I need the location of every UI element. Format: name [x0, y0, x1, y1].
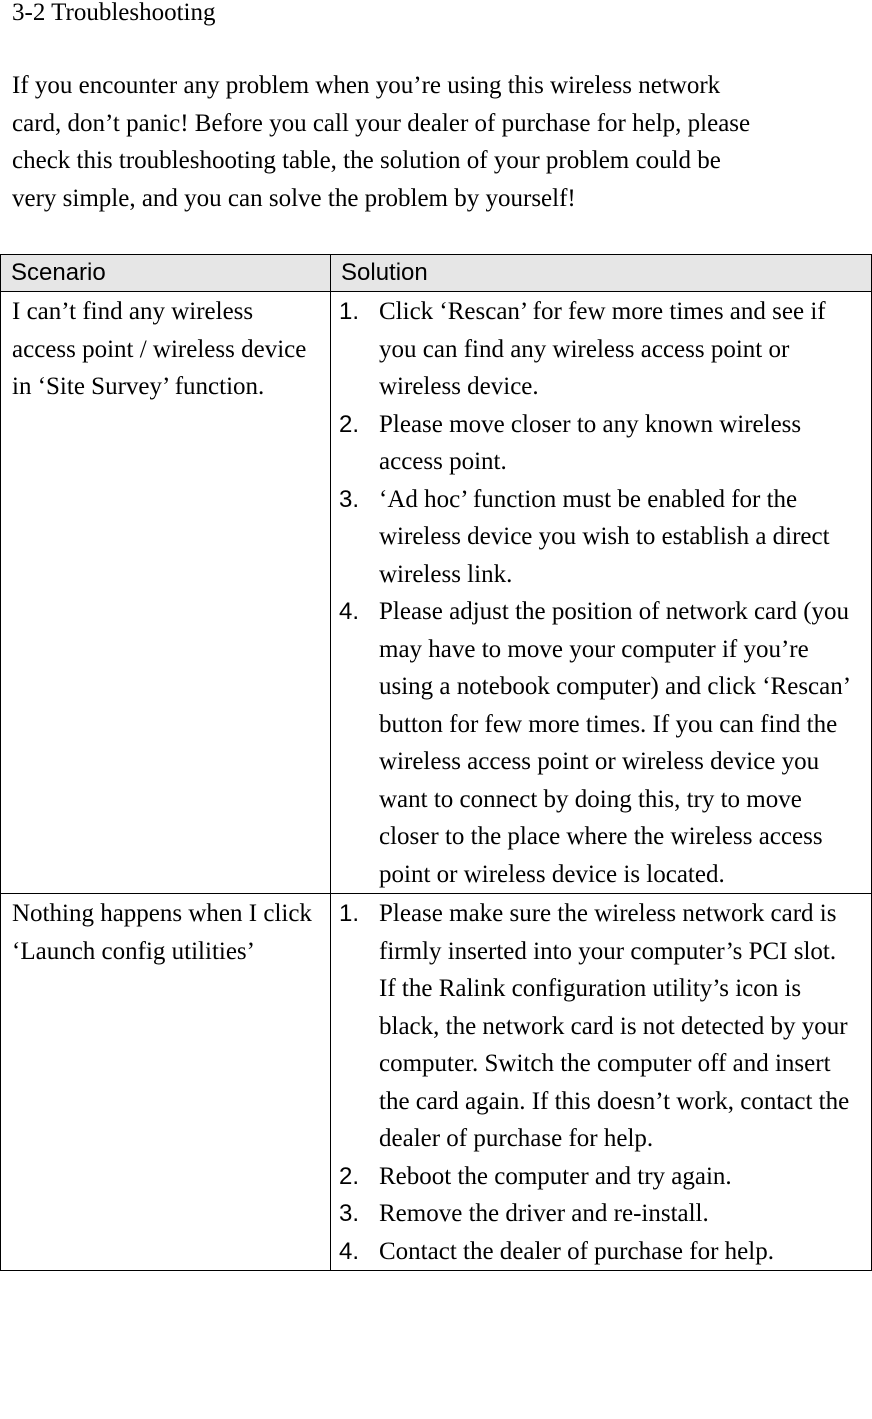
step-text: Reboot the computer and try again.	[379, 1162, 732, 1190]
step-text: Click ‘Rescan’ for few more times and see if you can find any wireless access point or wireless device.	[379, 298, 826, 400]
step-number: 3.	[339, 1200, 360, 1227]
solution-step	[339, 593, 859, 893]
step-number: 3.	[339, 485, 360, 513]
scenario-cell: Nothing happens when I click ‘Launch config utilities’	[1, 894, 331, 1271]
solution-step	[339, 895, 859, 1158]
step-number: 1.	[339, 298, 360, 325]
solution-step	[339, 1233, 859, 1271]
troubleshooting-table	[0, 254, 872, 1271]
solution-step	[339, 293, 859, 406]
step-number: 1.	[339, 900, 360, 927]
step-text: Please make sure the wireless network card is firmly inserted into your computer’s PCI slot. If the Ralink configuration utility’s icon is black, the network card is not detected by your computer. Switch the computer off and insert the card again. If this doesn’t work, contact the dealer of purchase for help.	[379, 900, 850, 1152]
step-text: Please move closer to any known wireless access point.	[379, 410, 802, 475]
solution-step	[339, 1195, 859, 1233]
solution-list	[339, 895, 859, 1270]
step-text: Please adjust the position of network card (you may have to move your computer if you’re using a notebook computer) and click ‘Rescan’ button for few more times. If you can find the wireless access point or wireless device you want to connect by doing this, try to move closer to the place where the wireless access point or wireless device is located.	[379, 598, 850, 888]
section-title: 3-2 Troubleshooting	[12, 0, 216, 26]
step-number: 2.	[339, 1162, 360, 1190]
step-text: ‘Ad hoc’ function must be enabled for the wireless device you wish to establish a direct wireless link.	[379, 485, 830, 588]
table-row	[1, 894, 872, 1271]
column-header-solution: Solution	[331, 255, 872, 292]
solution-step	[339, 406, 859, 481]
table-row	[1, 292, 872, 894]
intro-line: card, don’t panic! Before you call your dealer of purchase for help, please	[12, 109, 751, 137]
intro-line: very simple, and you can solve the problem by yourself!	[12, 184, 576, 212]
step-text: Contact the dealer of purchase for help.	[379, 1237, 774, 1265]
intro-paragraph	[12, 67, 872, 217]
scenario-cell: I can’t find any wireless access point / wireless device in ‘Site Survey’ function.	[1, 292, 331, 894]
step-number: 2.	[339, 410, 360, 438]
solution-cell	[331, 894, 872, 1271]
solution-list	[339, 293, 859, 893]
step-text: Remove the driver and re-install.	[379, 1200, 709, 1227]
solution-step	[339, 1158, 859, 1196]
solution-cell	[331, 292, 872, 894]
step-number: 4.	[339, 598, 360, 625]
step-number: 4.	[339, 1237, 360, 1265]
solution-step	[339, 481, 859, 594]
column-header-scenario: Scenario	[1, 255, 331, 292]
table-header-row	[1, 255, 872, 292]
intro-line: check this troubleshooting table, the solution of your problem could be	[12, 147, 721, 174]
intro-line: If you encounter any problem when you’re using this wireless network	[12, 72, 721, 99]
